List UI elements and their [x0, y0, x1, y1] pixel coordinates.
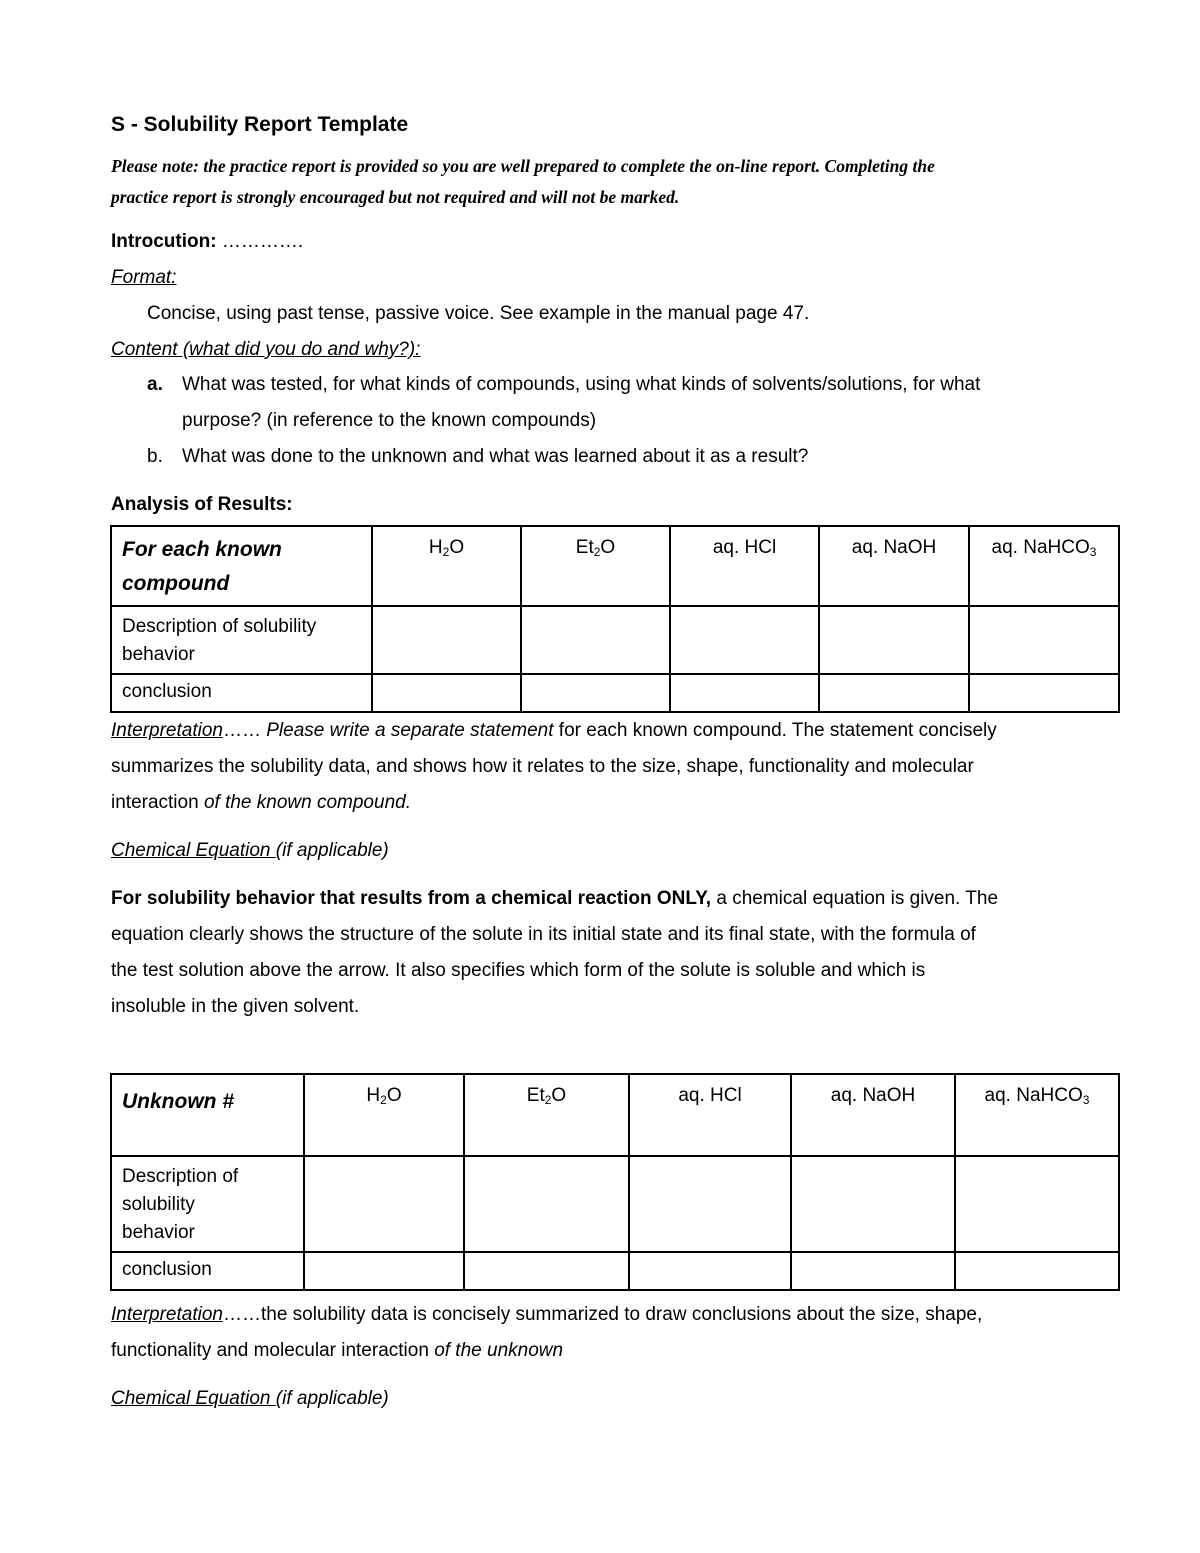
- interpretation-2-line-2: [111, 1340, 563, 1362]
- col-sub: 2: [544, 1093, 552, 1107]
- chemeq-body-line-1-rest: a chemical equation is given. The: [711, 888, 999, 909]
- unknown-table-corner: [111, 1074, 304, 1156]
- col-sub: 2: [380, 1093, 387, 1107]
- item-b-line-1: What was done to the unknown and what was learned about it as a result?: [182, 446, 809, 467]
- unknown-description-line-3: behavior: [122, 1222, 195, 1243]
- known-col-hcl: [670, 526, 819, 606]
- unknown-col-ether: [464, 1074, 629, 1156]
- table-cell[interactable]: [464, 1156, 629, 1252]
- col-base: aq. HCl: [712, 537, 777, 558]
- col-tail: O: [386, 1085, 402, 1106]
- table-cell[interactable]: [955, 1252, 1119, 1290]
- interpretation-1-label: Interpretation: [111, 720, 223, 741]
- col-base: aq. NaOH: [830, 1085, 916, 1106]
- unknown-conclusion-label: conclusion: [111, 1252, 304, 1290]
- col-tail: O: [449, 537, 465, 558]
- note-line-1: Please note: the practice report is provided so you are well prepared to complete the on-line report. Completing the: [111, 156, 935, 176]
- unknown-table-conclusion-row: [111, 1252, 1119, 1290]
- table-cell[interactable]: [521, 674, 670, 712]
- known-table-header-row: [111, 526, 1119, 606]
- table-cell[interactable]: [670, 674, 819, 712]
- introduction-label: Introcution:: [111, 231, 217, 252]
- table-cell[interactable]: [464, 1252, 629, 1290]
- chemeq-body-bold-lead: For solubility behavior that results from a chemical reaction ONLY,: [111, 888, 712, 909]
- col-sub: 3: [1082, 1093, 1090, 1107]
- unknown-description-line-1: Description of: [122, 1166, 239, 1187]
- known-description-line-2: behavior: [122, 644, 195, 665]
- table-cell[interactable]: [969, 606, 1119, 674]
- unknown-table-header-row: [111, 1074, 1119, 1156]
- chemical-equation-1-heading: [111, 840, 389, 862]
- table-cell[interactable]: [372, 674, 521, 712]
- table-cell[interactable]: [819, 606, 969, 674]
- interpretation-1-line-2: summarizes the solubility data, and shows how it relates to the size, shape, functionality and molecular: [111, 756, 974, 777]
- format-label: Format:: [111, 267, 177, 288]
- known-col-nahco3: [969, 526, 1119, 606]
- chemeq-body-line-2: equation clearly shows the structure of the solute in its initial state and its final state, with the formula of: [111, 924, 976, 945]
- known-table-corner: [111, 526, 372, 606]
- unknown-col-hcl: [629, 1074, 791, 1156]
- chemeq-body-line-1: [111, 888, 998, 910]
- interpretation-2-line-2-italic: of the unknown: [434, 1340, 564, 1361]
- item-a-line-1: What was tested, for what kinds of compounds, using what kinds of solvents/solutions, for what: [182, 374, 981, 395]
- interpretation-2-line-1: [111, 1304, 982, 1326]
- table-cell[interactable]: [819, 674, 969, 712]
- col-base: H: [366, 1085, 381, 1106]
- introduction-heading: [111, 231, 303, 253]
- known-description-line-1: Description of solubility: [122, 616, 317, 637]
- item-b-marker: b.: [147, 446, 163, 467]
- unknown-col-naoh: [791, 1074, 955, 1156]
- known-description-label: [111, 606, 372, 674]
- table-cell[interactable]: [521, 606, 670, 674]
- known-conclusion-label: conclusion: [111, 674, 372, 712]
- unknown-table-description-row: [111, 1156, 1119, 1252]
- interpretation-2-line-2-plain: functionality and molecular interaction: [111, 1340, 435, 1361]
- table-cell[interactable]: [670, 606, 819, 674]
- chemical-equation-2-heading: [111, 1388, 389, 1410]
- known-corner-line-1: For each known: [122, 538, 282, 561]
- col-base: aq. NaHCO: [984, 1085, 1083, 1106]
- interpretation-2-dots: ……: [222, 1304, 261, 1325]
- content-label: Content (what did you do and why?):: [111, 339, 421, 360]
- chemeq-body-line-3: the test solution above the arrow. It also specifies which form of the solute is soluble and which is: [111, 960, 926, 981]
- chemical-equation-1-label: Chemical Equation: [111, 840, 276, 861]
- col-sub: 2: [593, 545, 601, 559]
- format-text: Concise, using past tense, passive voice. See example in the manual page 47.: [147, 303, 810, 324]
- interpretation-1-line-3-plain: interaction: [111, 792, 204, 813]
- chemeq-body-line-4: insoluble in the given solvent.: [111, 996, 360, 1017]
- note-line-2: practice report is strongly encouraged but not required and will not be marked.: [111, 187, 680, 207]
- table-cell[interactable]: [372, 606, 521, 674]
- col-tail: O: [600, 537, 616, 558]
- unknown-description-label: [111, 1156, 304, 1252]
- interpretation-1-line-3: [111, 792, 411, 814]
- unknown-compound-table: [110, 1073, 1120, 1291]
- interpretation-2-label: Interpretation: [111, 1304, 223, 1325]
- known-col-water: [372, 526, 521, 606]
- unknown-description-line-2: solubility: [122, 1194, 195, 1215]
- chemical-equation-2-label: Chemical Equation: [111, 1388, 276, 1409]
- known-col-naoh: [819, 526, 969, 606]
- known-col-ether: [521, 526, 670, 606]
- col-base: aq. HCl: [678, 1085, 742, 1106]
- col-sub: 3: [1089, 545, 1097, 559]
- table-cell[interactable]: [629, 1252, 791, 1290]
- col-sub: 2: [442, 545, 450, 559]
- table-cell[interactable]: [791, 1252, 955, 1290]
- known-table-description-row: [111, 606, 1119, 674]
- item-a-marker: a.: [147, 374, 163, 395]
- col-base: H: [428, 537, 443, 558]
- interpretation-1-line-1: [111, 720, 997, 742]
- col-base: Et: [575, 537, 594, 558]
- interpretation-1-dots: ……: [222, 720, 261, 741]
- chemical-equation-1-paren: (if applicable): [275, 840, 389, 861]
- chemical-equation-2-paren: (if applicable): [275, 1388, 389, 1409]
- interpretation-1-line-3-italic: of the known compound.: [203, 792, 411, 813]
- table-cell[interactable]: [969, 674, 1119, 712]
- unknown-col-water: [304, 1074, 464, 1156]
- table-cell[interactable]: [304, 1156, 464, 1252]
- table-cell[interactable]: [791, 1156, 955, 1252]
- interpretation-1-rest: for each known compound. The statement concisely: [553, 720, 997, 741]
- item-a-line-2: purpose? (in reference to the known compounds): [182, 410, 597, 431]
- col-tail: O: [551, 1085, 567, 1106]
- table-cell[interactable]: [629, 1156, 791, 1252]
- introduction-dots: ………….: [221, 231, 304, 252]
- col-base: aq. NaHCO: [991, 537, 1090, 558]
- page-title: S - Solubility Report Template: [111, 113, 409, 136]
- unknown-corner-label: Unknown #: [122, 1090, 235, 1113]
- col-base: aq. NaOH: [851, 537, 937, 558]
- table-cell[interactable]: [955, 1156, 1119, 1252]
- col-base: Et: [526, 1085, 545, 1106]
- interpretation-1-italic: Please write a separate statement: [260, 720, 554, 741]
- table-cell[interactable]: [304, 1252, 464, 1290]
- unknown-col-nahco3: [955, 1074, 1119, 1156]
- known-compound-table: [110, 525, 1120, 713]
- known-table-conclusion-row: [111, 674, 1119, 712]
- known-corner-line-2: compound: [122, 572, 230, 595]
- analysis-heading: Analysis of Results:: [111, 494, 293, 515]
- interpretation-2-rest: the solubility data is concisely summarized to draw conclusions about the size, shape,: [260, 1304, 983, 1325]
